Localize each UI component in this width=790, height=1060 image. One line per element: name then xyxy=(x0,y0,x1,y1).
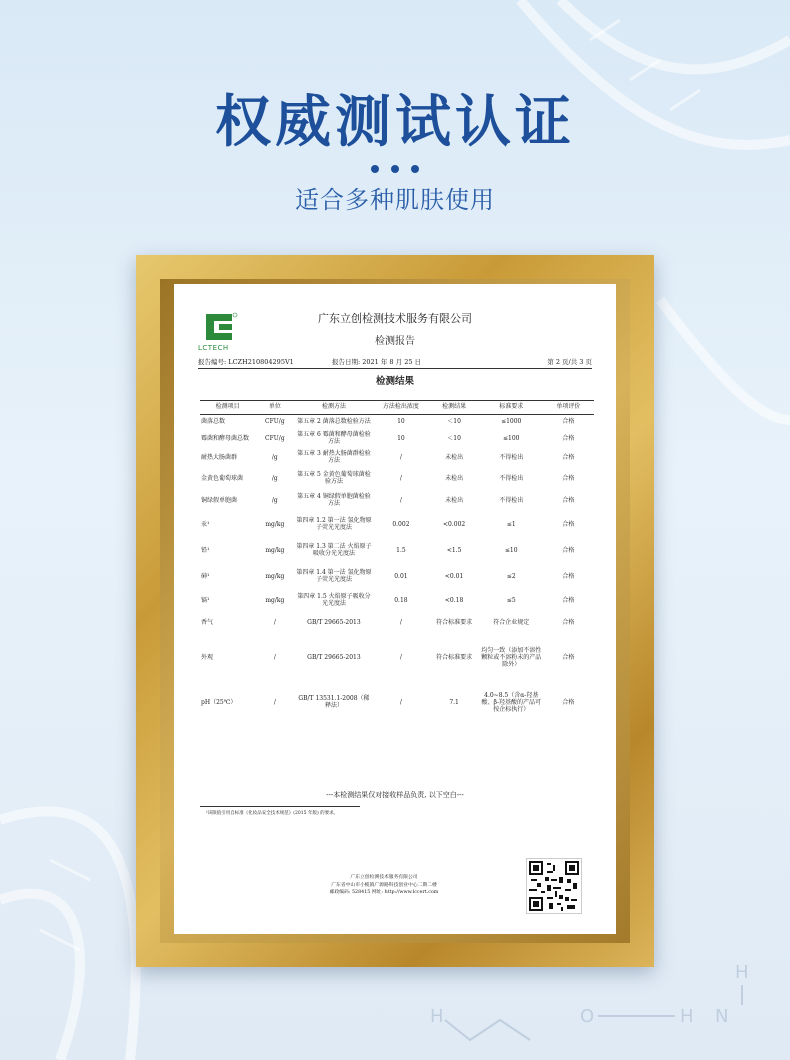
svg-text:H: H xyxy=(430,1006,444,1027)
table-cell: / xyxy=(399,653,402,661)
table-cell: / xyxy=(273,653,276,661)
table-cell: 未检出 xyxy=(445,453,464,461)
table-cell: 第五章 3 耐热大肠菌群检验方法 xyxy=(297,450,371,465)
table-cell: / xyxy=(399,618,402,626)
report-number: 报告编号: LCZH210804295V1 xyxy=(198,358,294,366)
table-cell: ≤2 xyxy=(506,572,516,580)
table-cell: / xyxy=(273,698,276,706)
table-cell: ≤1000 xyxy=(501,418,522,426)
table-cell: 第五章 4 铜绿假单胞菌检验方法 xyxy=(297,493,371,508)
table-cell: ＜10 xyxy=(447,418,461,426)
table-row xyxy=(200,634,594,682)
table-row xyxy=(200,468,594,490)
table-cell: 第五章 6 霉菌和酵母菌检验方法 xyxy=(297,431,371,446)
report-title: 检测报告 xyxy=(375,336,415,347)
table-cell: 铅¹ xyxy=(201,546,210,554)
table-cell: mg/kg xyxy=(265,520,285,528)
results-table xyxy=(200,400,594,724)
decorative-dots xyxy=(0,158,790,177)
logo-text: LCTECH xyxy=(198,344,229,352)
column-header: 检测方法 xyxy=(295,401,374,415)
table-cell: 0.01 xyxy=(394,572,408,580)
table-cell: /g xyxy=(271,474,278,482)
table-row xyxy=(200,490,594,512)
table-cell: pH（25℃） xyxy=(201,698,237,706)
table-cell: 10 xyxy=(397,434,405,442)
table-cell: 不得检出 xyxy=(499,474,524,482)
table-cell: 合格 xyxy=(562,520,575,528)
table-cell: 第五章 2 菌落总数检验方法 xyxy=(297,418,371,426)
column-header: 方法检出浓度 xyxy=(373,401,428,415)
header-rule xyxy=(198,368,592,369)
table-cell: ≤10 xyxy=(504,546,518,554)
test-report-document xyxy=(174,284,616,934)
table-cell: 符合标准要求 xyxy=(436,618,473,626)
table-cell: 合格 xyxy=(562,474,575,482)
results-table-body xyxy=(200,414,594,724)
svg-text:H: H xyxy=(735,962,749,983)
end-of-results-text: ---本检测结果仅对接收样品负责, 以下空白--- xyxy=(326,791,464,799)
table-cell: / xyxy=(273,618,276,626)
table-cell: 符合企业规定 xyxy=(493,618,530,626)
table-cell: / xyxy=(399,453,402,461)
table-cell: 铜绿假单胞菌 xyxy=(201,496,238,504)
table-cell: 0.18 xyxy=(394,596,408,604)
table-cell: 符合标准要求 xyxy=(436,653,473,661)
footnote-rule xyxy=(200,806,360,807)
table-cell: ＜10 xyxy=(447,434,461,442)
table-cell: 汞¹ xyxy=(201,520,210,528)
column-header: 单位 xyxy=(255,401,294,415)
table-cell: ≤100 xyxy=(502,434,520,442)
footnote: ¹该限值引用自标准《化妆品安全技术规范》(2015 年版) 的要求。 xyxy=(206,811,339,816)
table-cell: /g xyxy=(271,453,278,461)
column-header: 检测项目 xyxy=(200,401,255,415)
table-row xyxy=(200,682,594,724)
report-footer xyxy=(294,874,474,897)
table-cell: 合格 xyxy=(562,618,575,626)
table-cell: 合格 xyxy=(562,653,575,661)
table-cell: 第四章 1.2 第一法 氢化物原子荧光光度法 xyxy=(296,517,372,532)
table-cell: 镉¹ xyxy=(201,596,210,604)
table-header-row xyxy=(200,401,594,415)
table-row xyxy=(200,564,594,590)
company-name: 广东立创检测技术服务有限公司 xyxy=(318,312,472,325)
table-cell: GB/T 29665-2013 xyxy=(307,618,361,626)
page-indicator: 第 2 页/共 3 页 xyxy=(547,358,592,366)
table-cell: 第四章 1.4 第一法 氢化物原子荧光光度法 xyxy=(296,569,372,584)
table-cell: 第四章 1.3 第二法 火焰原子吸收分光光度法 xyxy=(296,543,372,558)
qr-code xyxy=(526,858,582,914)
table-row xyxy=(200,448,594,468)
table-cell: 耐热大肠菌群 xyxy=(201,453,238,461)
table-cell: 合格 xyxy=(562,418,575,426)
report-date: 报告日期: 2021 年 8 月 25 日 xyxy=(332,358,422,366)
table-cell: 未检出 xyxy=(445,474,464,482)
table-cell: 第五章 5 金黄色葡萄球菌检验方法 xyxy=(297,471,371,486)
svg-text:H: H xyxy=(680,1006,694,1027)
table-cell: 合格 xyxy=(562,496,575,504)
footer-contact: 邮政编码: 528415 网址: http://www.lccert.com xyxy=(329,890,439,896)
table-cell: ≤5 xyxy=(506,596,516,604)
table-cell: 菌落总数 xyxy=(201,418,226,426)
table-cell: 10 xyxy=(397,418,405,426)
table-cell: CFU/g xyxy=(265,418,285,426)
table-row xyxy=(200,538,594,564)
table-cell: 不得检出 xyxy=(499,496,524,504)
table-cell: / xyxy=(399,698,402,706)
table-cell: 未检出 xyxy=(445,496,464,504)
table-cell: mg/kg xyxy=(265,572,285,580)
footer-company: 广东立创检测技术服务有限公司 xyxy=(350,875,418,880)
table-row xyxy=(200,430,594,448)
table-cell: ≤1 xyxy=(506,520,516,528)
table-cell: / xyxy=(399,474,402,482)
footer-address: 广东省中山市小榄镇广源路科技创业中心二期二楼 xyxy=(331,882,437,888)
table-cell: 外观 xyxy=(201,653,214,661)
table-cell: GB/T 13531.1-2008（稀释法） xyxy=(298,695,370,710)
table-cell: /g xyxy=(271,496,278,504)
table-row xyxy=(200,414,594,430)
column-header: 单项评价 xyxy=(543,401,594,415)
table-cell: 合格 xyxy=(562,434,575,442)
table-cell: <0.18 xyxy=(444,596,464,604)
table-cell: <1.5 xyxy=(446,546,462,554)
table-cell: <0.01 xyxy=(444,572,464,580)
table-cell: CFU/g xyxy=(265,434,285,442)
table-cell: 1.5 xyxy=(396,546,406,554)
table-row xyxy=(200,512,594,538)
table-cell: 合格 xyxy=(562,572,575,580)
table-cell: GB/T 29665-2013 xyxy=(307,653,361,661)
table-row xyxy=(200,590,594,612)
table-cell: <0.002 xyxy=(443,520,466,528)
table-cell: 合格 xyxy=(562,453,575,461)
table-cell: 香气 xyxy=(201,618,214,626)
table-cell: 第四章 1.5 火焰原子吸收分光光度法 xyxy=(297,593,371,608)
table-cell: mg/kg xyxy=(265,546,285,554)
table-row xyxy=(200,612,594,634)
table-cell: 合格 xyxy=(562,596,575,604)
table-cell: 4.0~8.5（含α-羟基酸、β-羟基酸的产品可按企标执行） xyxy=(481,691,541,713)
table-cell: 7.1 xyxy=(449,698,459,706)
column-header: 标准要求 xyxy=(480,401,543,415)
table-cell: mg/kg xyxy=(265,596,285,604)
page-subtitle: 适合多种肌肤使用 xyxy=(295,186,495,214)
table-cell: 不得检出 xyxy=(499,453,524,461)
table-cell: 砷¹ xyxy=(201,572,210,580)
svg-text:O: O xyxy=(580,1006,595,1027)
svg-text:N: N xyxy=(715,1006,729,1027)
table-cell: 合格 xyxy=(562,698,575,706)
table-cell: 0.002 xyxy=(392,520,410,528)
table-cell: 金黄色葡萄球菌 xyxy=(201,474,244,482)
table-cell: / xyxy=(399,496,402,504)
page-headline: 权威测试认证 xyxy=(215,90,575,155)
table-cell: 霉菌和酵母菌总数 xyxy=(201,434,250,442)
table-cell: 均匀一致（添加不溶性颗粒或不溶粉末的产品除外） xyxy=(481,646,542,668)
section-title: 检测结果 xyxy=(375,376,414,387)
column-header: 检测结果 xyxy=(429,401,480,415)
table-cell: 合格 xyxy=(562,546,575,554)
